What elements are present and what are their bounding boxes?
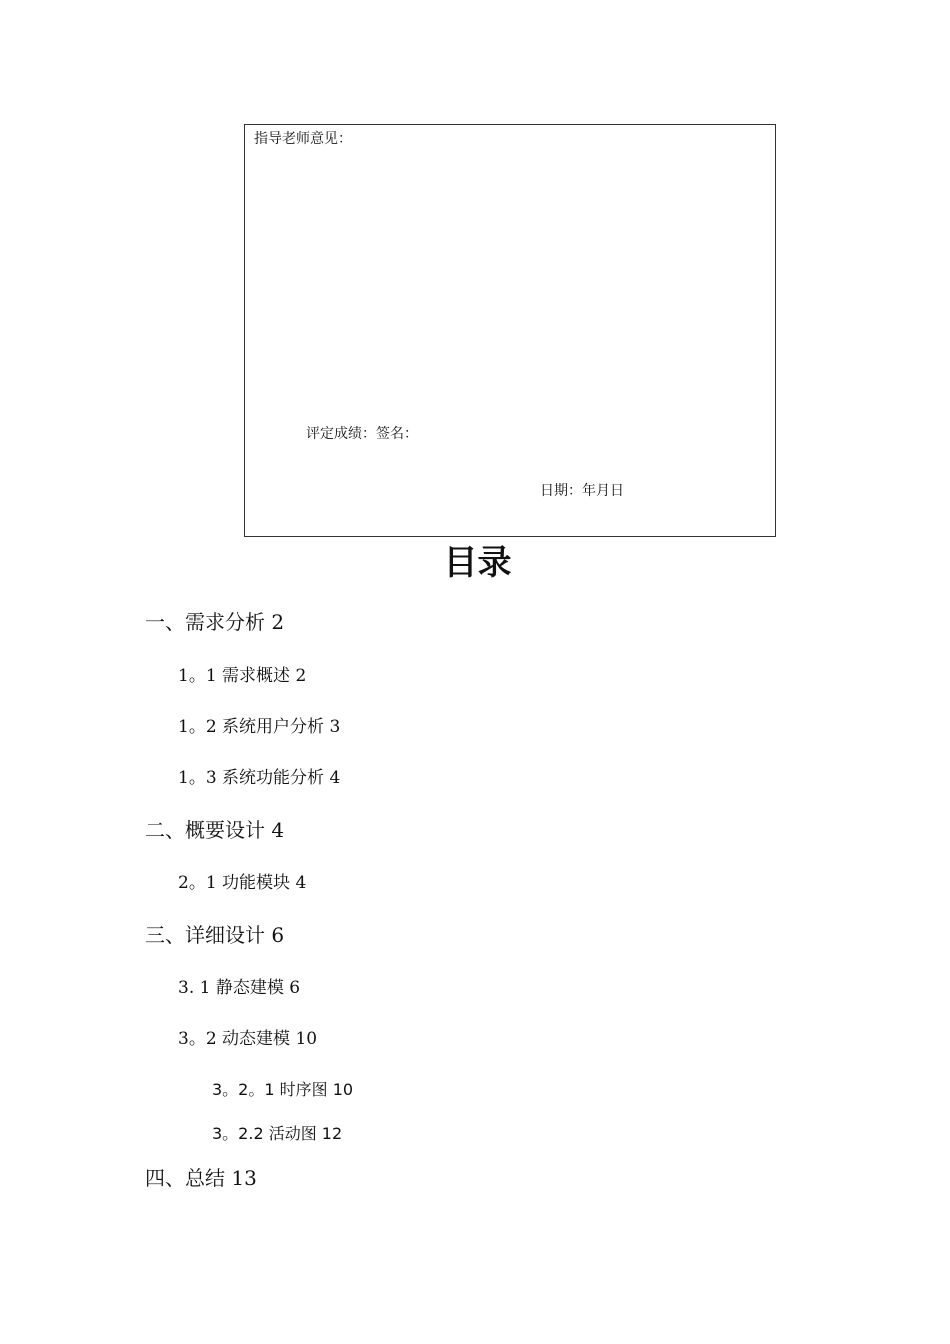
toc-entry-4: 四、总结 13 [145,1166,257,1190]
toc-entry-1-1: 1。1 需求概述 2 [178,666,307,686]
advisor-comment-label: 指导老师意见： [254,131,352,147]
advisor-comment-box [244,124,776,537]
toc-entry-3-2: 3。2 动态建模 10 [178,1029,318,1049]
toc-entry-3-2-2: 3。2.2 活动图 12 [212,1124,343,1143]
toc-entry-2: 二、概要设计 4 [145,818,285,842]
toc-entry-1: 一、需求分析 2 [145,610,285,634]
grade-signature-line: 评定成绩：签名： [306,426,418,442]
toc-entry-2-1: 2。1 功能模块 4 [178,873,307,893]
date-line: 日期：年月日 [540,483,624,499]
toc-entry-3-2-1: 3。2。1 时序图 10 [212,1080,354,1099]
toc-title: 目录 [443,543,512,583]
toc-entry-3-1: 3. 1 静态建模 6 [178,978,301,998]
toc-entry-1-3: 1。3 系统功能分析 4 [178,768,341,788]
toc-entry-1-2: 1。2 系统用户分析 3 [178,717,341,737]
toc-entry-3: 三、详细设计 6 [145,923,285,947]
